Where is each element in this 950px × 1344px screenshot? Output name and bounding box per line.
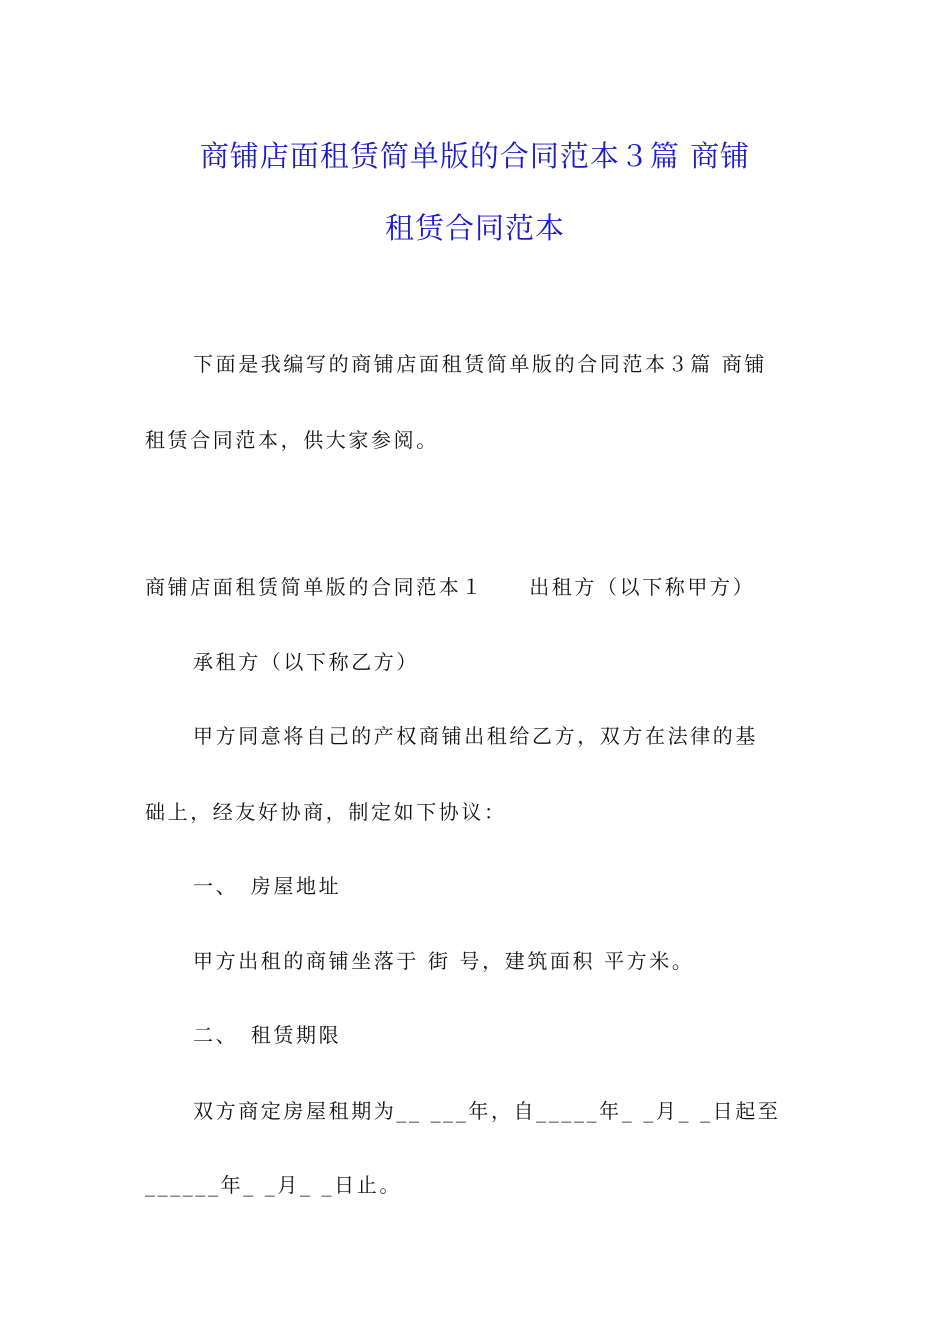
document-title-line-2: 租赁合同范本 — [384, 211, 565, 245]
section-2-title: 二、 租赁期限 — [193, 1023, 342, 1047]
section-1-text: 甲方出租的商铺坐落于 街 号，建筑面积 平方米。 — [193, 949, 695, 973]
section-2-line-2: ______年_ _月_ _日止。 — [145, 1173, 402, 1197]
intro-paragraph-line-2: 租赁合同范本，供大家参阅。 — [145, 428, 439, 452]
intro-paragraph-line-1: 下面是我编写的商铺店面租赁简单版的合同范本３篇 商铺 — [193, 352, 767, 376]
document-title-line-1: 商铺店面租赁简单版的合同范本３篇 商铺 — [199, 139, 751, 173]
agreement-line-2: 础上，经友好协商，制定如下协议： — [145, 800, 507, 824]
section-2-line-1: 双方商定房屋租期为__ ___年，自_____年_ _月_ _日起至 — [193, 1099, 781, 1123]
section-1-title: 一、 房屋地址 — [193, 874, 342, 898]
lessee-line: 承租方（以下称乙方） — [193, 650, 419, 674]
agreement-line-1: 甲方同意将自己的产权商铺出租给乙方，双方在法律的基 — [193, 724, 758, 748]
contract-heading: 商铺店面租赁简单版的合同范本１ 出租方（以下称甲方） — [145, 575, 756, 599]
